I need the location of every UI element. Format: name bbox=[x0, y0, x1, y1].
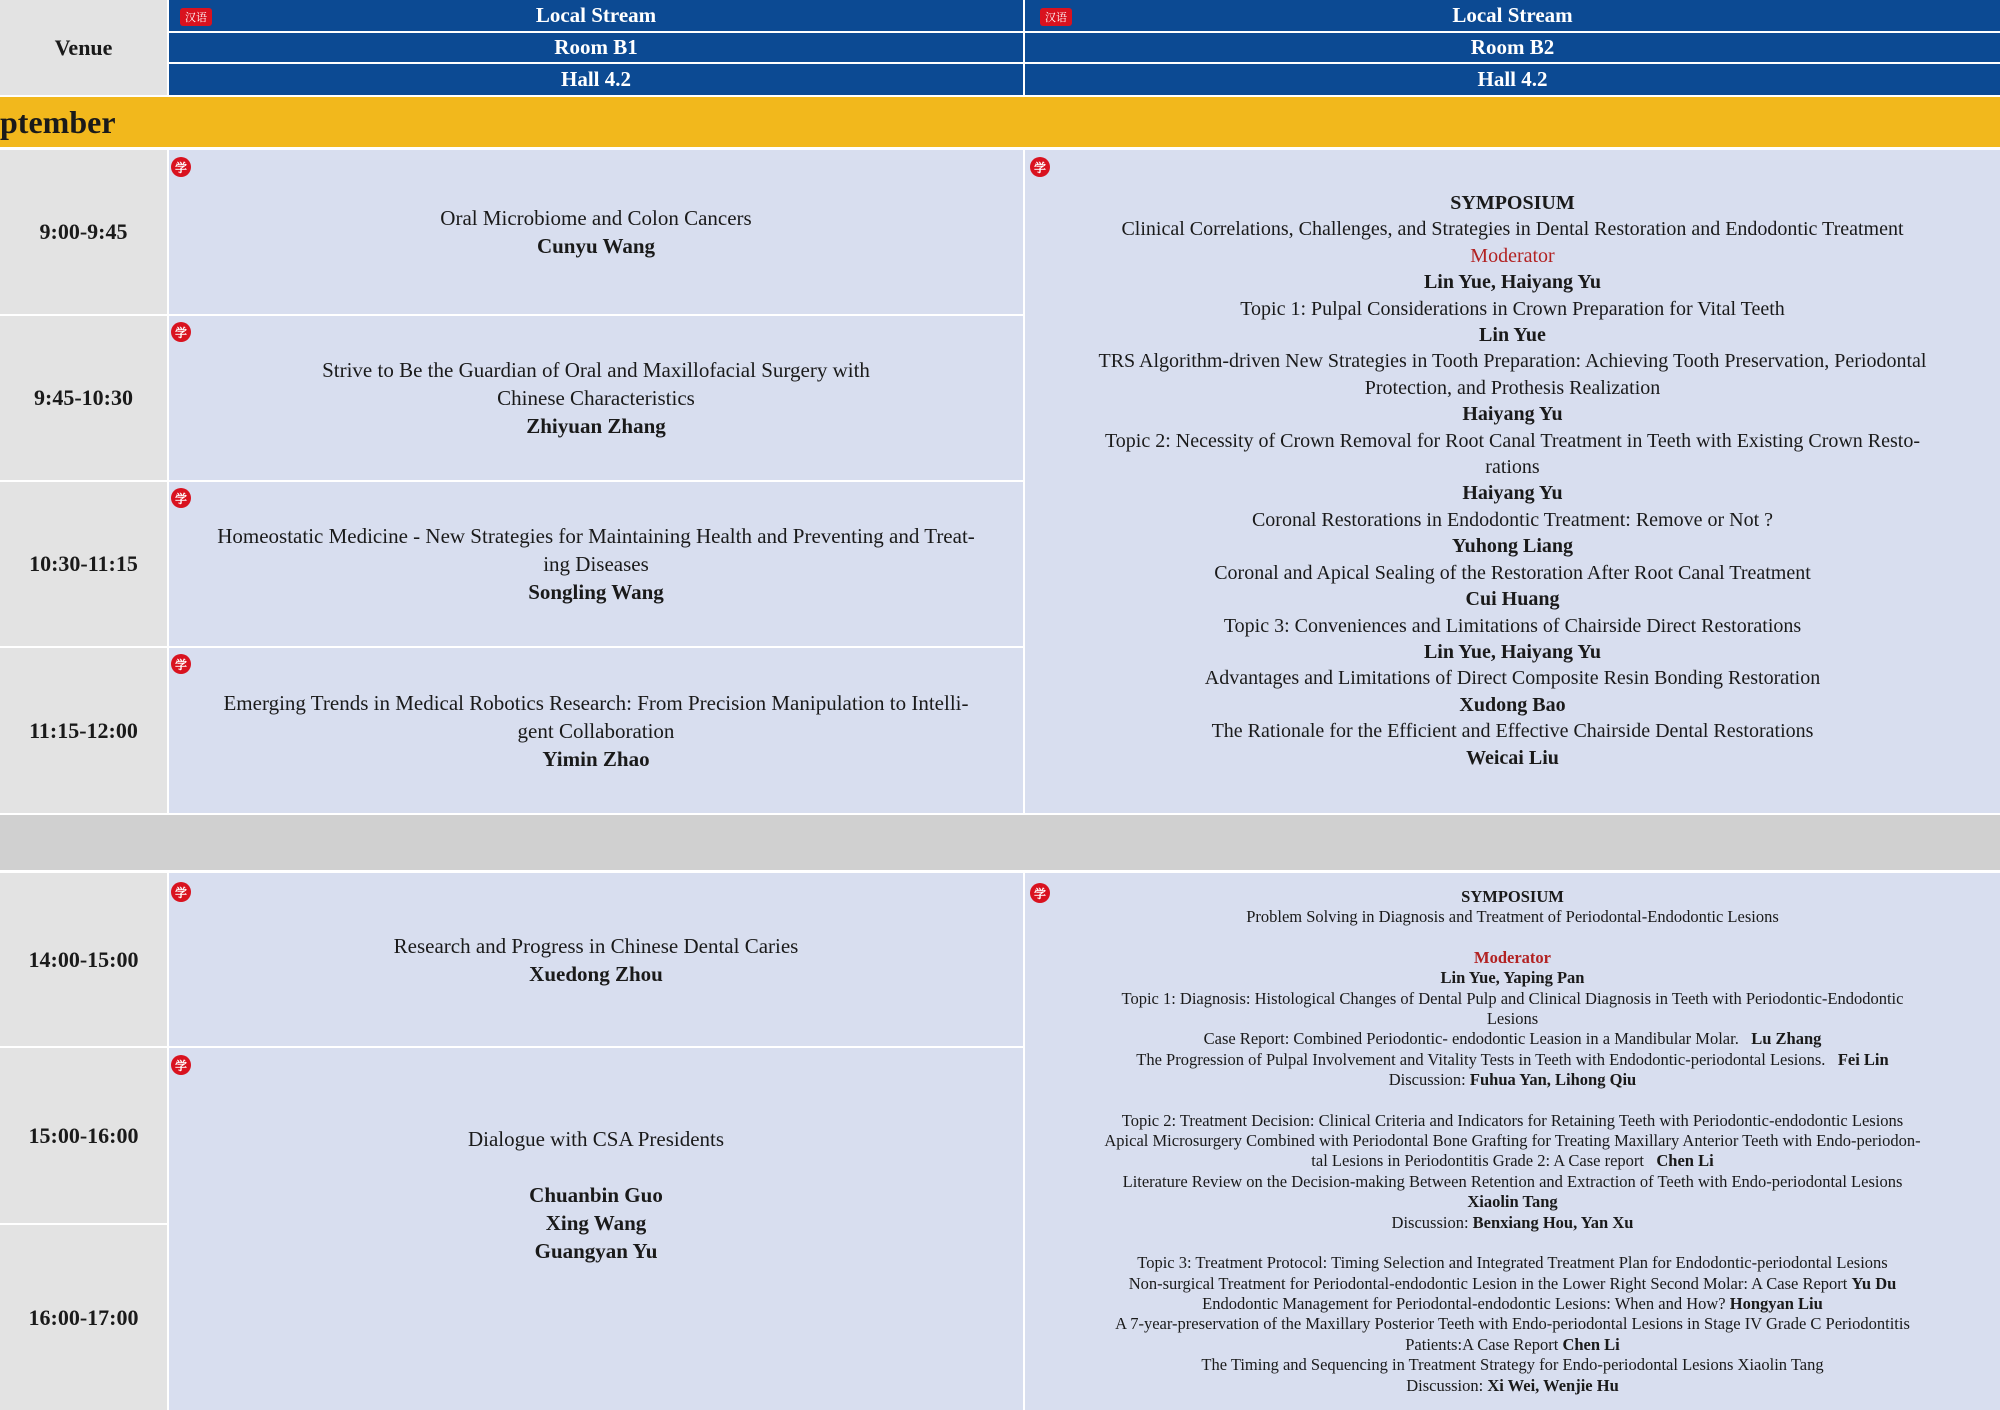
talk-line bbox=[1204, 1029, 1822, 1049]
speaker-name: Guangyan Yu bbox=[534, 1239, 658, 1263]
room-b2-hall-header bbox=[1025, 64, 2000, 95]
talk-line bbox=[1392, 1213, 1634, 1233]
talk-title: The Timing and Sequencing in Treatment Strategy for Endo-periodontal Lesions Xiaolin Tang bbox=[1201, 1355, 1824, 1375]
talk-title: Lesions bbox=[1486, 1009, 1539, 1029]
hall-label: Hall 4.2 bbox=[1477, 67, 1548, 91]
venue-header-cell bbox=[0, 0, 167, 95]
session-slot bbox=[169, 1048, 1023, 1410]
talk-line bbox=[1137, 1253, 1887, 1273]
talk-title: Discussion: bbox=[1388, 1070, 1470, 1090]
talk-title: Research and Progress in Chinese Dental Caries bbox=[393, 933, 799, 958]
moderator-names: Lin Yue, Haiyang Yu bbox=[1423, 271, 1602, 294]
talk-title: Strive to Be the Guardian of Oral and Maxillofacial Surgery with bbox=[322, 358, 870, 382]
speaker-name: Weicai Liu bbox=[1466, 746, 1559, 769]
moderator-names: Lin Yue, Yaping Pan bbox=[1440, 968, 1585, 988]
talk-title: Dialogue with CSA Presidents bbox=[467, 1127, 725, 1151]
academic-session-icon: 学 bbox=[171, 488, 191, 508]
speaker-name: Xi Wei, Wenjie Hu bbox=[1487, 1375, 1619, 1395]
academic-session-icon: 学 bbox=[171, 882, 191, 902]
stream-label: Local Stream bbox=[535, 3, 657, 27]
talk-title: Discussion: bbox=[1391, 1212, 1473, 1232]
session-slot bbox=[169, 150, 1023, 314]
talk-title: gent Collaboration bbox=[517, 718, 675, 743]
speaker-name: Cunyu Wang bbox=[536, 234, 656, 258]
session-slot bbox=[169, 648, 1023, 813]
room-b1-room-header bbox=[169, 33, 1023, 62]
talk-title: Topic 3: Treatment Protocol: Timing Selection and Integrated Treatment Plan for Endodontic-periodontal Lesions bbox=[1137, 1253, 1888, 1273]
session-slot bbox=[169, 873, 1023, 1046]
talk-title: Topic 2: Treatment Decision: Clinical Criteria and Indicators for Retaining Teeth with Periodontic-endodontic Lesions bbox=[1121, 1110, 1904, 1130]
talk-line bbox=[1104, 1131, 1920, 1151]
talk-line bbox=[1487, 1009, 1538, 1029]
symposium-slot-morning bbox=[1025, 150, 2000, 813]
talk-line bbox=[1115, 1314, 1910, 1334]
talk-title: Topic 2: Necessity of Crown Removal for Root Canal Treatment in Teeth with Existing Crown Resto- bbox=[1104, 429, 1921, 452]
talk-title: Homeostatic Medicine - New Strategies for Maintaining Health and Preventing and Treat- bbox=[217, 524, 975, 548]
room-b2-stream-header bbox=[1025, 0, 2000, 31]
time-cell: 15:00-16:00 bbox=[0, 1048, 167, 1223]
chinese-language-icon: 汉语 bbox=[180, 8, 212, 26]
day-label: ptember bbox=[0, 103, 116, 140]
talk-line bbox=[1136, 1050, 1888, 1070]
talk-title: Case Report: Combined Periodontic- endodontic Leasion in a Mandibular Molar. bbox=[1203, 1029, 1752, 1049]
speaker-name: Cui Huang bbox=[1465, 588, 1560, 611]
talk-title: Emerging Trends in Medical Robotics Research: From Precision Manipulation to Intelli- bbox=[223, 690, 969, 715]
room-b2-room-header bbox=[1025, 33, 2000, 62]
symposium-title: Problem Solving in Diagnosis and Treatment of Periodontal-Endodontic Lesions bbox=[1246, 907, 1779, 927]
talk-line bbox=[1405, 1335, 1620, 1355]
room-label: Room B1 bbox=[554, 35, 638, 59]
talk-title: ing Diseases bbox=[543, 552, 649, 576]
talk-title: The Rationale for the Efficient and Effective Chairside Dental Restorations bbox=[1211, 720, 1814, 743]
talk-title: Chinese Characteristics bbox=[497, 386, 695, 410]
talk-line bbox=[1122, 989, 1904, 1009]
academic-session-icon: 学 bbox=[1030, 157, 1050, 177]
talk-title: Topic 3: Conveniences and Limitations of Chairside Direct Restorations bbox=[1223, 614, 1802, 637]
session-slot bbox=[169, 316, 1023, 480]
time-cell: 9:00-9:45 bbox=[0, 150, 167, 314]
speaker-name: Haiyang Yu bbox=[1462, 482, 1563, 505]
talk-title: TRS Algorithm-driven New Strategies in Tooth Preparation: Achieving Tooth Preservation, Periodontal bbox=[1098, 350, 1927, 373]
talk-title: Discussion: bbox=[1406, 1375, 1488, 1395]
speaker-name: Yuhong Liang bbox=[1452, 535, 1573, 558]
talk-title: Protection, and Prothesis Realization bbox=[1364, 376, 1661, 399]
talk-title: Coronal and Apical Sealing of the Restoration After Root Canal Treatment bbox=[1214, 561, 1811, 584]
speaker-name: Songling Wang bbox=[528, 580, 664, 604]
talk-title: Topic 1: Diagnosis: Histological Changes of Dental Pulp and Clinical Diagnosis in Teeth with Periodontic-Endodontic bbox=[1121, 988, 1904, 1008]
chinese-language-icon: 汉语 bbox=[1040, 8, 1072, 26]
room-b1-stream-header bbox=[169, 0, 1023, 31]
symposium-label: SYMPOSIUM bbox=[1450, 192, 1575, 214]
academic-session-icon: 学 bbox=[171, 1055, 191, 1075]
talk-title: Topic 1: Pulpal Considerations in Crown Preparation for Vital Teeth bbox=[1240, 297, 1785, 320]
speaker-name: Haiyang Yu bbox=[1462, 403, 1563, 426]
session-slot bbox=[169, 482, 1023, 646]
speaker-name: Fei Lin bbox=[1837, 1049, 1889, 1069]
talk-line bbox=[1406, 1376, 1619, 1396]
speaker-name: Fuhua Yan, Lihong Qiu bbox=[1469, 1070, 1637, 1090]
moderator-label: Moderator bbox=[1470, 244, 1555, 267]
room-b1-hall-header bbox=[169, 64, 1023, 95]
talk-title: Literature Review on the Decision-making Between Retention and Extraction of Teeth with Endo-periodontal Lesions bbox=[1122, 1171, 1903, 1191]
speaker-name: Benxiang Hou, Yan Xu bbox=[1472, 1212, 1634, 1232]
speaker-name: Xudong Bao bbox=[1459, 693, 1566, 716]
time-cell: 10:30-11:15 bbox=[0, 482, 167, 646]
talk-title: tal Lesions in Periodontitis Grade 2: A Case report bbox=[1311, 1151, 1657, 1171]
academic-session-icon: 学 bbox=[1030, 883, 1050, 903]
speaker-name: Lin Yue, Haiyang Yu bbox=[1423, 640, 1602, 663]
academic-session-icon: 学 bbox=[171, 654, 191, 674]
talk-line bbox=[1123, 1172, 1903, 1192]
stream-label: Local Stream bbox=[1452, 3, 1573, 27]
speaker-name: Xuedong Zhou bbox=[529, 961, 663, 986]
speaker-name: Yimin Zhao bbox=[542, 746, 650, 771]
talk-line bbox=[1389, 1070, 1636, 1090]
speaker-name: Lin Yue bbox=[1479, 324, 1546, 347]
time-cell: 14:00-15:00 bbox=[0, 873, 167, 1046]
talk-line bbox=[1201, 1355, 1823, 1375]
talk-line bbox=[1311, 1151, 1713, 1171]
talk-title: Endodontic Management for Periodontal-endodontic Lesions: When and How? bbox=[1202, 1293, 1730, 1313]
talk-title: rations bbox=[1485, 456, 1540, 479]
talk-title: Apical Microsurgery Combined with Periodontal Bone Grafting for Treating Maxillary Anterior Teeth with Endo-periodon- bbox=[1104, 1131, 1921, 1151]
speaker-name: Zhiyuan Zhang bbox=[526, 414, 666, 438]
symposium-slot-afternoon bbox=[1025, 873, 2000, 1410]
speaker-name: Chen Li bbox=[1562, 1334, 1620, 1354]
talk-title: Advantages and Limitations of Direct Composite Resin Bonding Restoration bbox=[1204, 667, 1821, 690]
time-cell: 16:00-17:00 bbox=[0, 1225, 167, 1410]
talk-title: The Progression of Pulpal Involvement and Vitality Tests in Teeth with Endodontic-periodontal Lesions. bbox=[1136, 1049, 1838, 1069]
speaker-name: Yu Du bbox=[1851, 1273, 1897, 1293]
talk-line bbox=[1202, 1294, 1823, 1314]
talk-title: Patients:A Case Report bbox=[1405, 1334, 1563, 1354]
speaker-name: Hongyan Liu bbox=[1729, 1293, 1823, 1313]
speaker-name: Chuanbin Guo bbox=[529, 1183, 663, 1207]
speaker-name: Lu Zhang bbox=[1751, 1029, 1822, 1049]
venue-label: Venue bbox=[54, 34, 113, 60]
talk-title: A 7-year-preservation of the Maxillary Posterior Teeth with Endo-periodontal Lesions in Stage IV Grade C Periodontitis bbox=[1115, 1314, 1910, 1334]
talk-line bbox=[1122, 1111, 1903, 1131]
speaker-name: Xiaolin Tang bbox=[1467, 1192, 1558, 1212]
academic-session-icon: 学 bbox=[171, 322, 191, 342]
day-band bbox=[0, 97, 2000, 147]
talk-title: Non-surgical Treatment for Periodontal-endodontic Lesion in the Lower Right Second Molar: A Case Report bbox=[1128, 1273, 1852, 1293]
time-cell: 11:15-12:00 bbox=[0, 648, 167, 813]
academic-session-icon: 学 bbox=[171, 157, 191, 177]
room-label: Room B2 bbox=[1470, 35, 1555, 59]
moderator-label: Moderator bbox=[1474, 947, 1551, 967]
lunch-break-band bbox=[0, 815, 2000, 870]
speaker-name: Xing Wang bbox=[545, 1211, 647, 1235]
symposium-label: SYMPOSIUM bbox=[1461, 887, 1564, 906]
time-cell: 9:45-10:30 bbox=[0, 316, 167, 480]
talk-title: Oral Microbiome and Colon Cancers bbox=[440, 206, 752, 230]
talk-line bbox=[1467, 1192, 1557, 1212]
symposium-title: Clinical Correlations, Challenges, and Strategies in Dental Restoration and Endodontic Treatment bbox=[1121, 218, 1904, 241]
speaker-name: Chen Li bbox=[1656, 1151, 1714, 1171]
talk-title: Coronal Restorations in Endodontic Treatment: Remove or Not ? bbox=[1251, 508, 1774, 531]
talk-line bbox=[1129, 1274, 1897, 1294]
hall-label: Hall 4.2 bbox=[560, 67, 631, 91]
